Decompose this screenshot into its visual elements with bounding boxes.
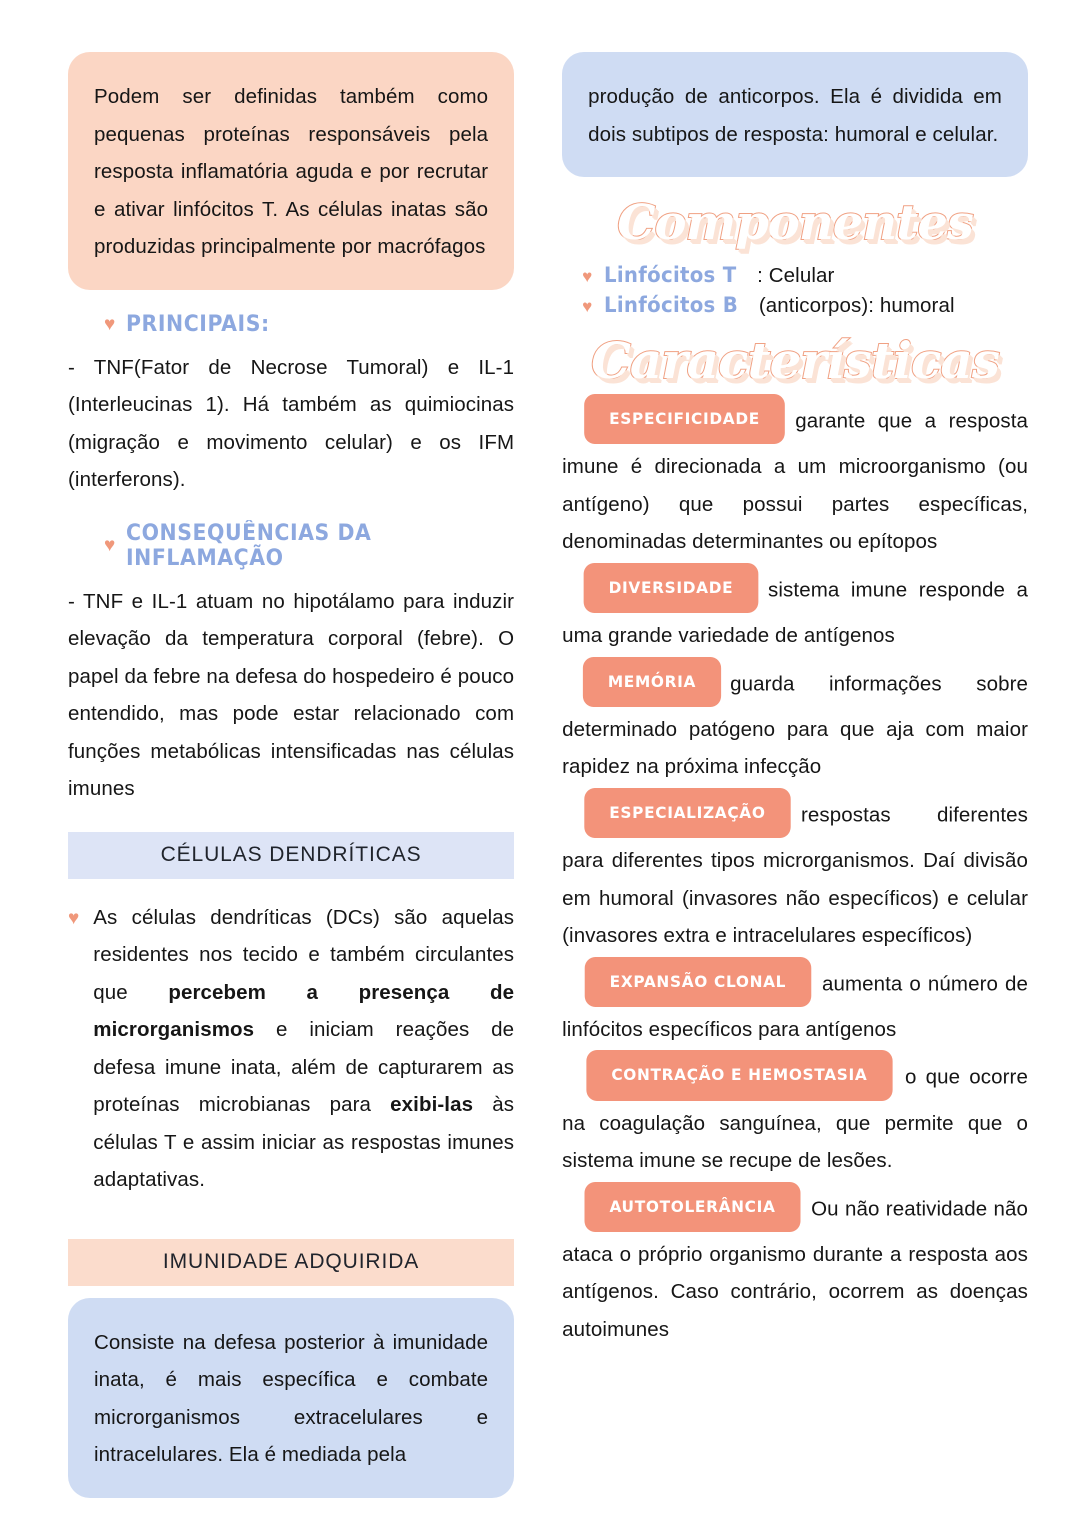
status-badge: CONTRAÇÃO E HEMOSTASIA <box>587 1050 893 1100</box>
caracteristica-paragraph <box>562 396 1028 561</box>
caracteristica-text: garante que a resposta imune é direcionada a um microorganismo (ou antígeno) que possui partes específicas, denominadas determinantes ou epítopos <box>562 409 1028 554</box>
heart-icon: ♥ <box>582 267 593 286</box>
imunidade-adquirida-text: Consiste na defesa posterior à imunidade inata, é mais específica e combate microrganismos extracelulares e intracelulares. Ela é mediada pela <box>94 1330 489 1466</box>
caracteristica-text: Ou não reatividade não ataca o próprio organismo durante a resposta aos antígenos. Caso contrário, ocorrem as doenças autoimunes <box>562 1197 1028 1341</box>
caracteristica-text: guarda informações sobre determinado patógeno para que aja com maior rapidez na próxima infecção <box>562 672 1028 779</box>
caracteristica-paragraph <box>562 790 1028 955</box>
caracteristica-paragraph <box>562 1052 1028 1179</box>
componente-value: : Celular <box>757 264 835 287</box>
subheading-consequencias <box>104 521 514 571</box>
caracteristica-text: sistema imune responde a uma grande variedade de antígenos <box>562 578 1028 648</box>
caracteristica-paragraph <box>562 959 1028 1049</box>
list-item <box>582 263 1028 288</box>
caracteristica-text: respostas diferentes para diferentes tipos microrganismos. Daí divisão em humoral (invasores não específicos) e celular (invasores extra e intracelulares específicos) <box>562 803 1028 948</box>
caracteristica-paragraph <box>562 565 1028 655</box>
principais-paragraph: - TNF(Fator de Necrose Tumoral) e IL-1 (Interleucinas 1). Há também as quimiocinas (migração e movimento celular) e os IFM (interferons). <box>68 355 515 491</box>
subheading-consequencias-label: CONSEQUÊNCIAS DA INFLAMAÇÃO <box>126 520 372 571</box>
title-caracteristicas: Características <box>591 331 999 390</box>
dendriticas-bold-2: exibi-las <box>390 1093 474 1116</box>
title-componentes: Componentes <box>617 195 973 251</box>
status-badge: EXPANSÃO CLONAL <box>585 957 811 1007</box>
list-item <box>582 293 1028 318</box>
caracteristica-block <box>562 959 1028 1049</box>
caracteristica-block <box>562 565 1028 655</box>
status-badge: AUTOTOLERÂNCIA <box>585 1182 801 1232</box>
right-column <box>562 52 1028 1507</box>
left-column <box>68 52 514 1507</box>
status-badge: ESPECIFICIDADE <box>584 394 785 444</box>
caracteristica-text: aumenta o número de linfócitos específicos para antígenos <box>562 972 1028 1041</box>
heart-icon: ♥ <box>582 297 593 316</box>
status-badge: DIVERSIDADE <box>584 563 759 613</box>
status-badge: ESPECIALIZAÇÃO <box>584 788 790 838</box>
imunidade-continuation-text: produção de anticorpos. Ela é dividida em dois subtipos de resposta: humoral e celular. <box>588 85 1002 146</box>
imunidade-adquirida-box <box>68 1298 514 1498</box>
caracteristica-block <box>562 1184 1028 1349</box>
componente-key: Linfócitos B <box>604 293 739 317</box>
dendriticas-text-3: às células T e assim iniciar as respostas imunes adaptativas. <box>93 1093 515 1191</box>
subheading-principais <box>104 312 514 337</box>
componentes-list <box>582 263 1028 318</box>
caracteristica-paragraph <box>562 659 1028 786</box>
dendriticas-paragraph <box>93 899 514 1199</box>
subheading-principais-label: PRINCIPAIS: <box>126 311 271 337</box>
caracteristica-text: o que ocorre na coagulação sanguínea, que permite que o sistema imune se recupe de lesões. <box>562 1065 1028 1173</box>
status-badge: MEMÓRIA <box>583 657 721 707</box>
heart-icon: ♥ <box>104 313 116 335</box>
componente-key: Linfócitos T <box>604 263 737 287</box>
caracteristica-block <box>562 659 1028 786</box>
heart-icon: ♥ <box>104 535 116 556</box>
caracteristica-block <box>562 1052 1028 1179</box>
dendriticas-text-2: e iniciam reações de defesa imune inata, além de capturarem as proteínas microbianas para <box>93 1018 515 1116</box>
componente-value: (anticorpos): humoral <box>758 294 955 317</box>
dendriticas-text-1: As células dendríticas (DCs) são aquelas residentes nos tecido e também circulantes que <box>93 905 515 1004</box>
cytokines-intro-box <box>68 52 514 290</box>
dendriticas-bullet <box>68 899 514 1199</box>
section-bar-celulas-dendriticas: CÉLULAS DENDRÍTICAS <box>68 832 514 879</box>
cytokines-intro-text: Podem ser definidas também como pequenas proteínas responsáveis pela resposta inflamatória aguda e por recrutar e ativar linfócitos T. As células inatas são produzidas principalmente por macrófagos <box>94 85 489 258</box>
dendriticas-bold-1: percebem a presença de microrganismos <box>93 980 515 1041</box>
consequencias-paragraph: - TNF e IL-1 atuam no hipotálamo para induzir elevação da temperatura corporal (febre). O papel da febre na defesa do hospedeiro é pouco entendido, mas pode estar relacionado com funções metabólicas intensificadas nas células imunes <box>68 589 515 800</box>
caracteristica-block <box>562 396 1028 561</box>
caracteristica-paragraph <box>562 1184 1028 1349</box>
imunidade-continuation-box <box>562 52 1028 177</box>
heart-icon: ♥ <box>68 907 80 929</box>
caracteristica-block <box>562 790 1028 955</box>
section-bar-imunidade-adquirida: IMUNIDADE ADQUIRIDA <box>68 1239 514 1286</box>
